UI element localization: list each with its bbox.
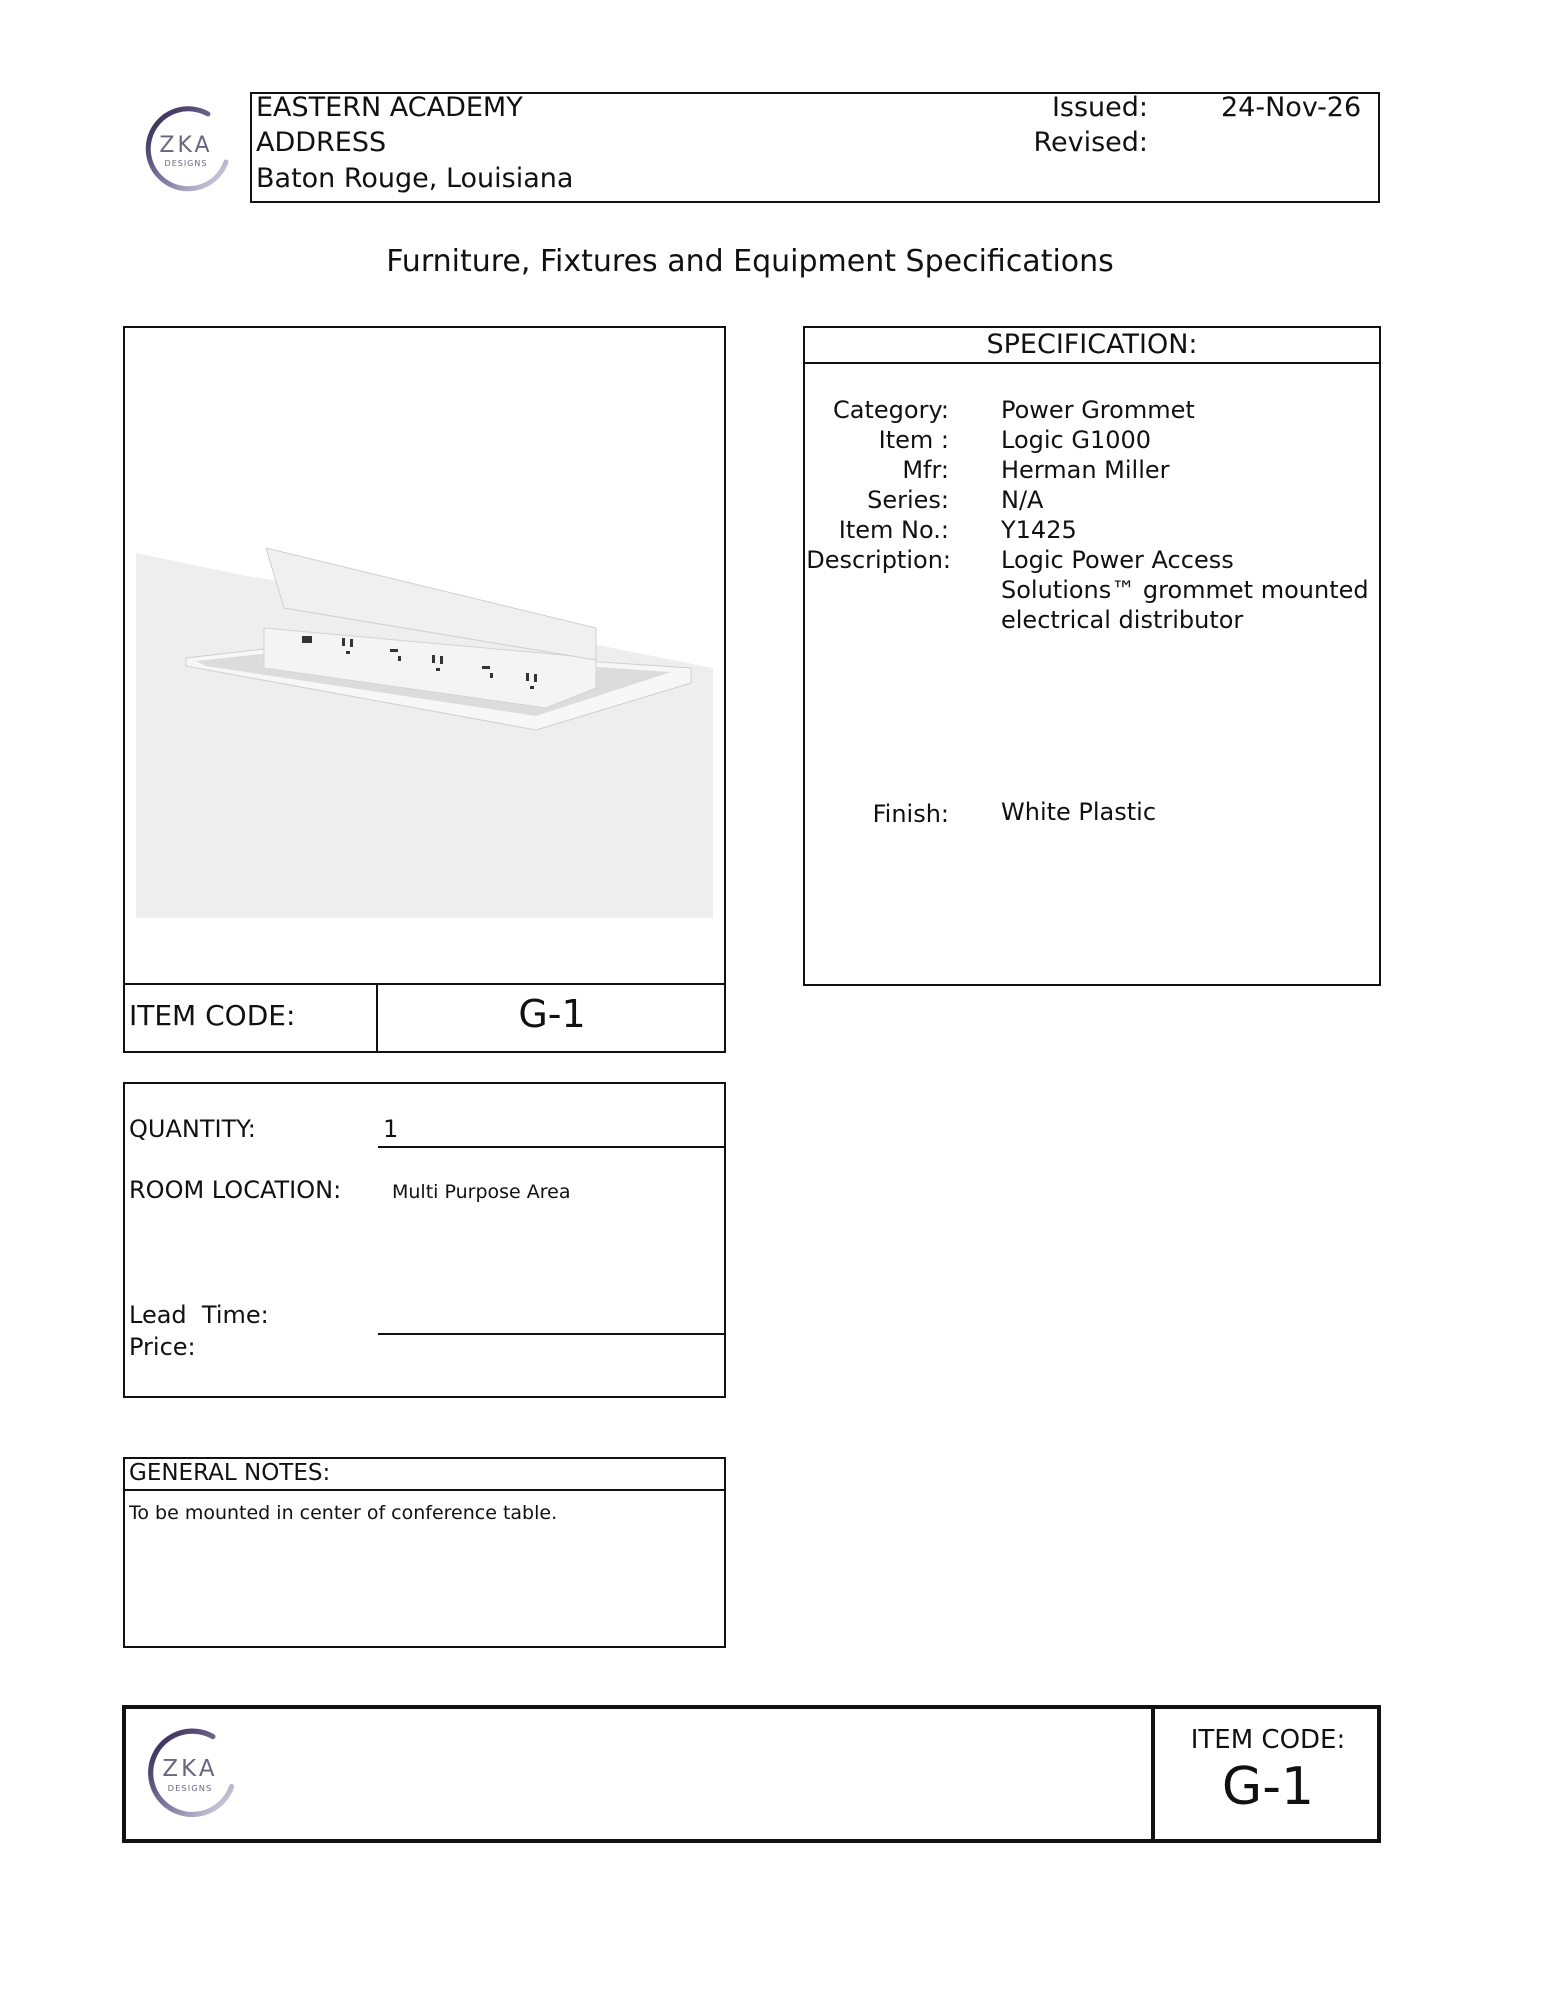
- svg-text:DESIGNS: DESIGNS: [167, 1782, 213, 1793]
- spec-mfr-label: Mfr:: [902, 456, 949, 484]
- specification-panel: [803, 326, 1381, 986]
- spec-description-label: Description:: [806, 546, 951, 574]
- notes-text: To be mounted in center of conference table.: [129, 1502, 558, 1524]
- quantity-value: 1: [383, 1115, 399, 1143]
- footer-item-code-label: ITEM CODE:: [1190, 1725, 1346, 1755]
- item-code-value: G-1: [518, 992, 586, 1036]
- spec-description-line-3: electrical distributor: [1001, 606, 1244, 634]
- spec-mfr-value: Herman Miller: [1001, 456, 1170, 484]
- notes-header-divider: [123, 1489, 726, 1491]
- issued-label: Issued:: [1051, 92, 1148, 123]
- page-title: Furniture, Fixtures and Equipment Specifications: [386, 244, 1114, 279]
- quantity-label: QUANTITY:: [129, 1115, 256, 1143]
- spec-item-value: Logic G1000: [1001, 426, 1152, 454]
- lead-time-underline: [378, 1333, 726, 1335]
- footer-item-code-value: G-1: [1221, 1757, 1315, 1817]
- spec-series-value: N/A: [1001, 486, 1044, 514]
- project-city: Baton Rouge, Louisiana: [256, 163, 574, 194]
- zka-designs-logo-icon: [138, 100, 234, 196]
- spec-item-no-value: Y1425: [1001, 516, 1077, 544]
- price-label: Price:: [129, 1333, 196, 1361]
- svg-text:DESIGNS: DESIGNS: [164, 159, 208, 168]
- issued-date: 24-Nov-26: [1221, 92, 1362, 123]
- project-name: EASTERN ACADEMY: [256, 92, 523, 123]
- spec-description-line-1: Logic Power Access: [1001, 546, 1234, 574]
- power-grommet-photo: [136, 548, 713, 918]
- spec-heading: SPECIFICATION:: [986, 329, 1198, 360]
- spec-description-line-2: Solutions™ grommet mounted: [1001, 576, 1369, 604]
- svg-text:ZKA: ZKA: [162, 1756, 218, 1783]
- spec-item-no-label: Item No.:: [838, 516, 949, 544]
- item-code-label: ITEM CODE:: [129, 999, 296, 1032]
- spec-series-label: Series:: [867, 486, 949, 514]
- project-address: ADDRESS: [256, 127, 387, 158]
- notes-heading: GENERAL NOTES:: [129, 1460, 331, 1486]
- spec-finish-label: Finish:: [872, 800, 949, 828]
- spec-category-value: Power Grommet: [1001, 396, 1195, 424]
- spec-finish-value: White Plastic: [1001, 798, 1157, 826]
- room-location-value: Multi Purpose Area: [392, 1181, 571, 1203]
- revised-label: Revised:: [1033, 127, 1148, 158]
- zka-designs-logo-icon: [140, 1722, 240, 1822]
- spec-category-label: Category:: [833, 396, 949, 424]
- spec-header-divider: [803, 362, 1381, 364]
- zka-logo-footer: [140, 1722, 240, 1822]
- room-location-label: ROOM LOCATION:: [129, 1176, 342, 1204]
- quantity-underline: [378, 1146, 726, 1148]
- zka-logo-header: [138, 100, 234, 196]
- lead-time-label: Lead Time:: [129, 1301, 269, 1329]
- spec-item-label: Item :: [878, 426, 949, 454]
- svg-text:ZKA: ZKA: [159, 133, 213, 158]
